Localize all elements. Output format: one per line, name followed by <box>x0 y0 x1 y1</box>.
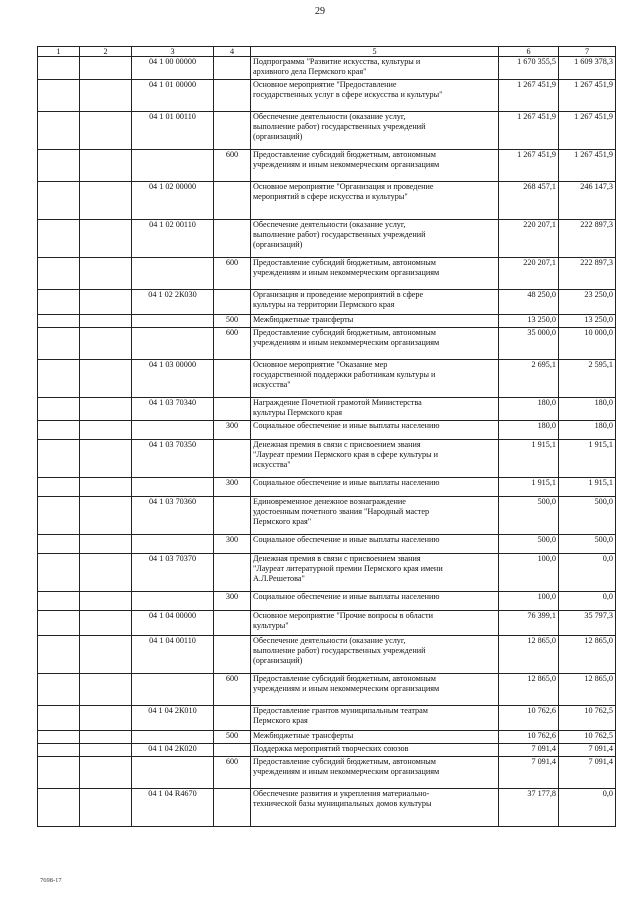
cell-amount-year1: 180,0 <box>499 398 559 421</box>
cell-amount-year1: 180,0 <box>499 421 559 440</box>
table-row <box>38 535 616 554</box>
table-row <box>38 789 616 827</box>
table-row <box>38 554 616 592</box>
cell-amount-year2: 0,0 <box>559 789 616 827</box>
cell-amount-year2: 222 897,3 <box>559 220 616 258</box>
cell-col1 <box>38 150 80 182</box>
cell-col2 <box>80 440 132 478</box>
cell-col1 <box>38 112 80 150</box>
cell-expense-type <box>214 611 251 636</box>
cell-col1 <box>38 535 80 554</box>
cell-amount-year2: 12 865,0 <box>559 636 616 674</box>
cell-col1 <box>38 592 80 611</box>
cell-target-code <box>132 592 214 611</box>
table-row <box>38 112 616 150</box>
cell-amount-year1: 37 177,8 <box>499 789 559 827</box>
cell-expense-type: 300 <box>214 421 251 440</box>
cell-col2 <box>80 636 132 674</box>
cell-amount-year1: 76 399,1 <box>499 611 559 636</box>
cell-col2 <box>80 706 132 731</box>
cell-amount-year1: 500,0 <box>499 535 559 554</box>
cell-col1 <box>38 182 80 220</box>
cell-amount-year2: 222 897,3 <box>559 258 616 290</box>
column-header: 4 <box>214 47 251 57</box>
cell-amount-year1: 220 207,1 <box>499 220 559 258</box>
cell-expense-type <box>214 290 251 315</box>
cell-description: Предоставление субсидий бюджетным, автономным учреждениям и иным некоммерческим организациям <box>251 757 499 789</box>
cell-col2 <box>80 258 132 290</box>
cell-amount-year2: 23 250,0 <box>559 290 616 315</box>
cell-amount-year1: 13 250,0 <box>499 315 559 328</box>
cell-description: Поддержка мероприятий творческих союзов <box>251 744 499 757</box>
cell-expense-type <box>214 220 251 258</box>
cell-col1 <box>38 421 80 440</box>
table-row <box>38 315 616 328</box>
cell-amount-year1: 1 670 355,5 <box>499 57 559 80</box>
cell-col1 <box>38 706 80 731</box>
cell-amount-year2: 10 762,5 <box>559 731 616 744</box>
table-row <box>38 150 616 182</box>
cell-amount-year2: 2 595,1 <box>559 360 616 398</box>
cell-amount-year2: 1 915,1 <box>559 440 616 478</box>
cell-col1 <box>38 360 80 398</box>
cell-amount-year2: 1 267 451,9 <box>559 150 616 182</box>
cell-col1 <box>38 636 80 674</box>
cell-col1 <box>38 258 80 290</box>
cell-col2 <box>80 328 132 360</box>
cell-amount-year1: 1 915,1 <box>499 478 559 497</box>
cell-amount-year1: 1 267 451,9 <box>499 112 559 150</box>
column-header: 7 <box>559 47 616 57</box>
cell-expense-type <box>214 744 251 757</box>
cell-amount-year1: 35 000,0 <box>499 328 559 360</box>
cell-target-code: 04 1 00 00000 <box>132 57 214 80</box>
cell-amount-year2: 10 762,5 <box>559 706 616 731</box>
cell-amount-year2: 0,0 <box>559 592 616 611</box>
cell-target-code <box>132 421 214 440</box>
cell-description: Предоставление субсидий бюджетным, автономным учреждениям и иным некоммерческим организациям <box>251 150 499 182</box>
cell-target-code: 04 1 02 00000 <box>132 182 214 220</box>
cell-amount-year1: 7 091,4 <box>499 744 559 757</box>
cell-amount-year1: 268 457,1 <box>499 182 559 220</box>
cell-target-code <box>132 535 214 554</box>
cell-target-code <box>132 258 214 290</box>
table-row <box>38 611 616 636</box>
table-row <box>38 421 616 440</box>
cell-expense-type <box>214 80 251 112</box>
cell-target-code: 04 1 03 70340 <box>132 398 214 421</box>
cell-expense-type <box>214 398 251 421</box>
cell-expense-type <box>214 440 251 478</box>
cell-expense-type <box>214 554 251 592</box>
cell-col2 <box>80 674 132 706</box>
cell-target-code <box>132 150 214 182</box>
cell-target-code: 04 1 01 00000 <box>132 80 214 112</box>
cell-description: Обеспечение деятельности (оказание услуг, выполнение работ) государственных учреждений (организаций) <box>251 112 499 150</box>
cell-expense-type: 500 <box>214 731 251 744</box>
cell-col2 <box>80 535 132 554</box>
cell-description: Подпрограмма "Развитие искусства, культуры и архивного дела Пермского края" <box>251 57 499 80</box>
cell-col2 <box>80 57 132 80</box>
cell-target-code <box>132 731 214 744</box>
cell-target-code: 04 1 02 2К030 <box>132 290 214 315</box>
cell-target-code <box>132 328 214 360</box>
cell-col1 <box>38 398 80 421</box>
cell-amount-year1: 220 207,1 <box>499 258 559 290</box>
cell-col1 <box>38 731 80 744</box>
cell-expense-type: 300 <box>214 478 251 497</box>
cell-description: Организация и проведение мероприятий в сфере культуры на территории Пермского края <box>251 290 499 315</box>
cell-expense-type <box>214 497 251 535</box>
cell-target-code: 04 1 03 00000 <box>132 360 214 398</box>
cell-col2 <box>80 80 132 112</box>
column-header: 3 <box>132 47 214 57</box>
cell-amount-year1: 2 695,1 <box>499 360 559 398</box>
cell-amount-year2: 1 267 451,9 <box>559 112 616 150</box>
cell-target-code: 04 1 02 00110 <box>132 220 214 258</box>
cell-expense-type <box>214 706 251 731</box>
cell-col2 <box>80 744 132 757</box>
cell-amount-year2: 10 000,0 <box>559 328 616 360</box>
table-row <box>38 731 616 744</box>
cell-col2 <box>80 290 132 315</box>
cell-amount-year2: 13 250,0 <box>559 315 616 328</box>
cell-target-code <box>132 757 214 789</box>
cell-expense-type <box>214 360 251 398</box>
cell-description: Межбюджетные трансферты <box>251 731 499 744</box>
cell-expense-type: 600 <box>214 674 251 706</box>
cell-col2 <box>80 398 132 421</box>
cell-col1 <box>38 611 80 636</box>
cell-col1 <box>38 220 80 258</box>
cell-amount-year2: 12 865,0 <box>559 674 616 706</box>
cell-amount-year1: 10 762,6 <box>499 731 559 744</box>
table-row <box>38 360 616 398</box>
cell-expense-type: 600 <box>214 328 251 360</box>
cell-amount-year2: 35 797,3 <box>559 611 616 636</box>
cell-amount-year1: 100,0 <box>499 554 559 592</box>
column-header: 1 <box>38 47 80 57</box>
table-row <box>38 674 616 706</box>
cell-description: Обеспечение развития и укрепления материально- технической базы муниципальных домов культуры <box>251 789 499 827</box>
cell-amount-year2: 1 609 378,3 <box>559 57 616 80</box>
cell-target-code <box>132 674 214 706</box>
cell-col2 <box>80 554 132 592</box>
table-row <box>38 497 616 535</box>
page-number: 29 <box>315 6 325 17</box>
cell-description: Социальное обеспечение и иные выплаты населению <box>251 421 499 440</box>
cell-amount-year2: 246 147,3 <box>559 182 616 220</box>
table-row <box>38 80 616 112</box>
cell-expense-type <box>214 112 251 150</box>
cell-col2 <box>80 731 132 744</box>
cell-expense-type: 300 <box>214 592 251 611</box>
cell-amount-year1: 48 250,0 <box>499 290 559 315</box>
cell-col1 <box>38 80 80 112</box>
cell-amount-year2: 180,0 <box>559 421 616 440</box>
cell-col1 <box>38 57 80 80</box>
cell-col1 <box>38 554 80 592</box>
cell-col1 <box>38 478 80 497</box>
column-header: 5 <box>251 47 499 57</box>
cell-description: Социальное обеспечение и иные выплаты населению <box>251 478 499 497</box>
cell-description: Основное мероприятие "Организация и проведение мероприятий в сфере искусства и культуры" <box>251 182 499 220</box>
cell-expense-type: 500 <box>214 315 251 328</box>
table-row <box>38 328 616 360</box>
cell-expense-type: 600 <box>214 150 251 182</box>
cell-description: Денежная премия в связи с присвоением звания "Лауреат литературной премии Пермского края имени А.Л.Решетова" <box>251 554 499 592</box>
cell-target-code: 04 1 04 2К010 <box>132 706 214 731</box>
column-header-row <box>38 47 616 57</box>
table-row <box>38 398 616 421</box>
cell-amount-year2: 180,0 <box>559 398 616 421</box>
cell-col2 <box>80 220 132 258</box>
cell-col2 <box>80 421 132 440</box>
cell-description: Основное мероприятие "Оказание мер государственной поддержки работникам культуры и искусства" <box>251 360 499 398</box>
table-row <box>38 757 616 789</box>
cell-target-code <box>132 315 214 328</box>
table-row <box>38 744 616 757</box>
cell-target-code <box>132 478 214 497</box>
document-id: 7698-17 <box>40 877 62 884</box>
cell-target-code: 04 1 04 2К020 <box>132 744 214 757</box>
cell-target-code: 04 1 03 70370 <box>132 554 214 592</box>
cell-col1 <box>38 789 80 827</box>
table-row <box>38 478 616 497</box>
cell-target-code: 04 1 03 70360 <box>132 497 214 535</box>
cell-description: Единовременное денежное вознаграждение удостоенным почетного звания "Народный мастер Пермского края" <box>251 497 499 535</box>
cell-col2 <box>80 315 132 328</box>
cell-col2 <box>80 360 132 398</box>
cell-amount-year2: 0,0 <box>559 554 616 592</box>
cell-amount-year1: 10 762,6 <box>499 706 559 731</box>
cell-description: Предоставление субсидий бюджетным, автономным учреждениям и иным некоммерческим организациям <box>251 258 499 290</box>
cell-expense-type: 600 <box>214 258 251 290</box>
cell-description: Награждение Почетной грамотой Министерства культуры Пермского края <box>251 398 499 421</box>
cell-expense-type <box>214 57 251 80</box>
cell-amount-year2: 500,0 <box>559 497 616 535</box>
cell-description: Предоставление субсидий бюджетным, автономным учреждениям и иным некоммерческим организациям <box>251 328 499 360</box>
cell-target-code: 04 1 04 00110 <box>132 636 214 674</box>
cell-col2 <box>80 182 132 220</box>
cell-col2 <box>80 112 132 150</box>
cell-amount-year1: 12 865,0 <box>499 674 559 706</box>
cell-description: Обеспечение деятельности (оказание услуг, выполнение работ) государственных учреждений (организаций) <box>251 636 499 674</box>
cell-amount-year1: 12 865,0 <box>499 636 559 674</box>
cell-description: Предоставление субсидий бюджетным, автономным учреждениям и иным некоммерческим организациям <box>251 674 499 706</box>
cell-amount-year2: 1 915,1 <box>559 478 616 497</box>
cell-amount-year2: 7 091,4 <box>559 757 616 789</box>
cell-target-code: 04 1 01 00110 <box>132 112 214 150</box>
cell-description: Обеспечение деятельности (оказание услуг, выполнение работ) государственных учреждений (организаций) <box>251 220 499 258</box>
table-row <box>38 258 616 290</box>
cell-expense-type <box>214 636 251 674</box>
cell-col1 <box>38 744 80 757</box>
table-row <box>38 290 616 315</box>
cell-col1 <box>38 757 80 789</box>
budget-table <box>37 46 616 827</box>
table-row <box>38 592 616 611</box>
table-row <box>38 57 616 80</box>
cell-col2 <box>80 789 132 827</box>
cell-expense-type: 300 <box>214 535 251 554</box>
cell-col1 <box>38 290 80 315</box>
cell-amount-year1: 1 915,1 <box>499 440 559 478</box>
cell-col1 <box>38 315 80 328</box>
cell-col2 <box>80 478 132 497</box>
cell-expense-type <box>214 182 251 220</box>
cell-target-code: 04 1 04 R4670 <box>132 789 214 827</box>
table-row <box>38 182 616 220</box>
cell-description: Социальное обеспечение и иные выплаты населению <box>251 592 499 611</box>
cell-expense-type <box>214 789 251 827</box>
cell-amount-year1: 1 267 451,9 <box>499 80 559 112</box>
cell-amount-year1: 100,0 <box>499 592 559 611</box>
cell-col2 <box>80 150 132 182</box>
cell-description: Социальное обеспечение и иные выплаты населению <box>251 535 499 554</box>
cell-description: Основное мероприятие "Прочие вопросы в области культуры" <box>251 611 499 636</box>
cell-amount-year1: 500,0 <box>499 497 559 535</box>
column-header: 2 <box>80 47 132 57</box>
cell-col2 <box>80 592 132 611</box>
cell-amount-year2: 7 091,4 <box>559 744 616 757</box>
table-row <box>38 636 616 674</box>
cell-expense-type: 600 <box>214 757 251 789</box>
cell-description: Межбюджетные трансферты <box>251 315 499 328</box>
cell-amount-year1: 7 091,4 <box>499 757 559 789</box>
cell-col1 <box>38 440 80 478</box>
column-header: 6 <box>499 47 559 57</box>
cell-col2 <box>80 611 132 636</box>
cell-col2 <box>80 757 132 789</box>
cell-description: Основное мероприятие "Предоставление государственных услуг в сфере искусства и культуры" <box>251 80 499 112</box>
cell-col1 <box>38 328 80 360</box>
cell-target-code: 04 1 03 70350 <box>132 440 214 478</box>
cell-description: Денежная премия в связи с присвоением звания "Лауреат премии Пермского края в сфере культуры и искусства" <box>251 440 499 478</box>
table-row <box>38 220 616 258</box>
cell-amount-year2: 1 267 451,9 <box>559 80 616 112</box>
cell-col1 <box>38 497 80 535</box>
table-row <box>38 440 616 478</box>
cell-col2 <box>80 497 132 535</box>
cell-target-code: 04 1 04 00000 <box>132 611 214 636</box>
cell-description: Предоставление грантов муниципальным театрам Пермского края <box>251 706 499 731</box>
cell-amount-year1: 1 267 451,9 <box>499 150 559 182</box>
table-row <box>38 706 616 731</box>
cell-col1 <box>38 674 80 706</box>
cell-amount-year2: 500,0 <box>559 535 616 554</box>
